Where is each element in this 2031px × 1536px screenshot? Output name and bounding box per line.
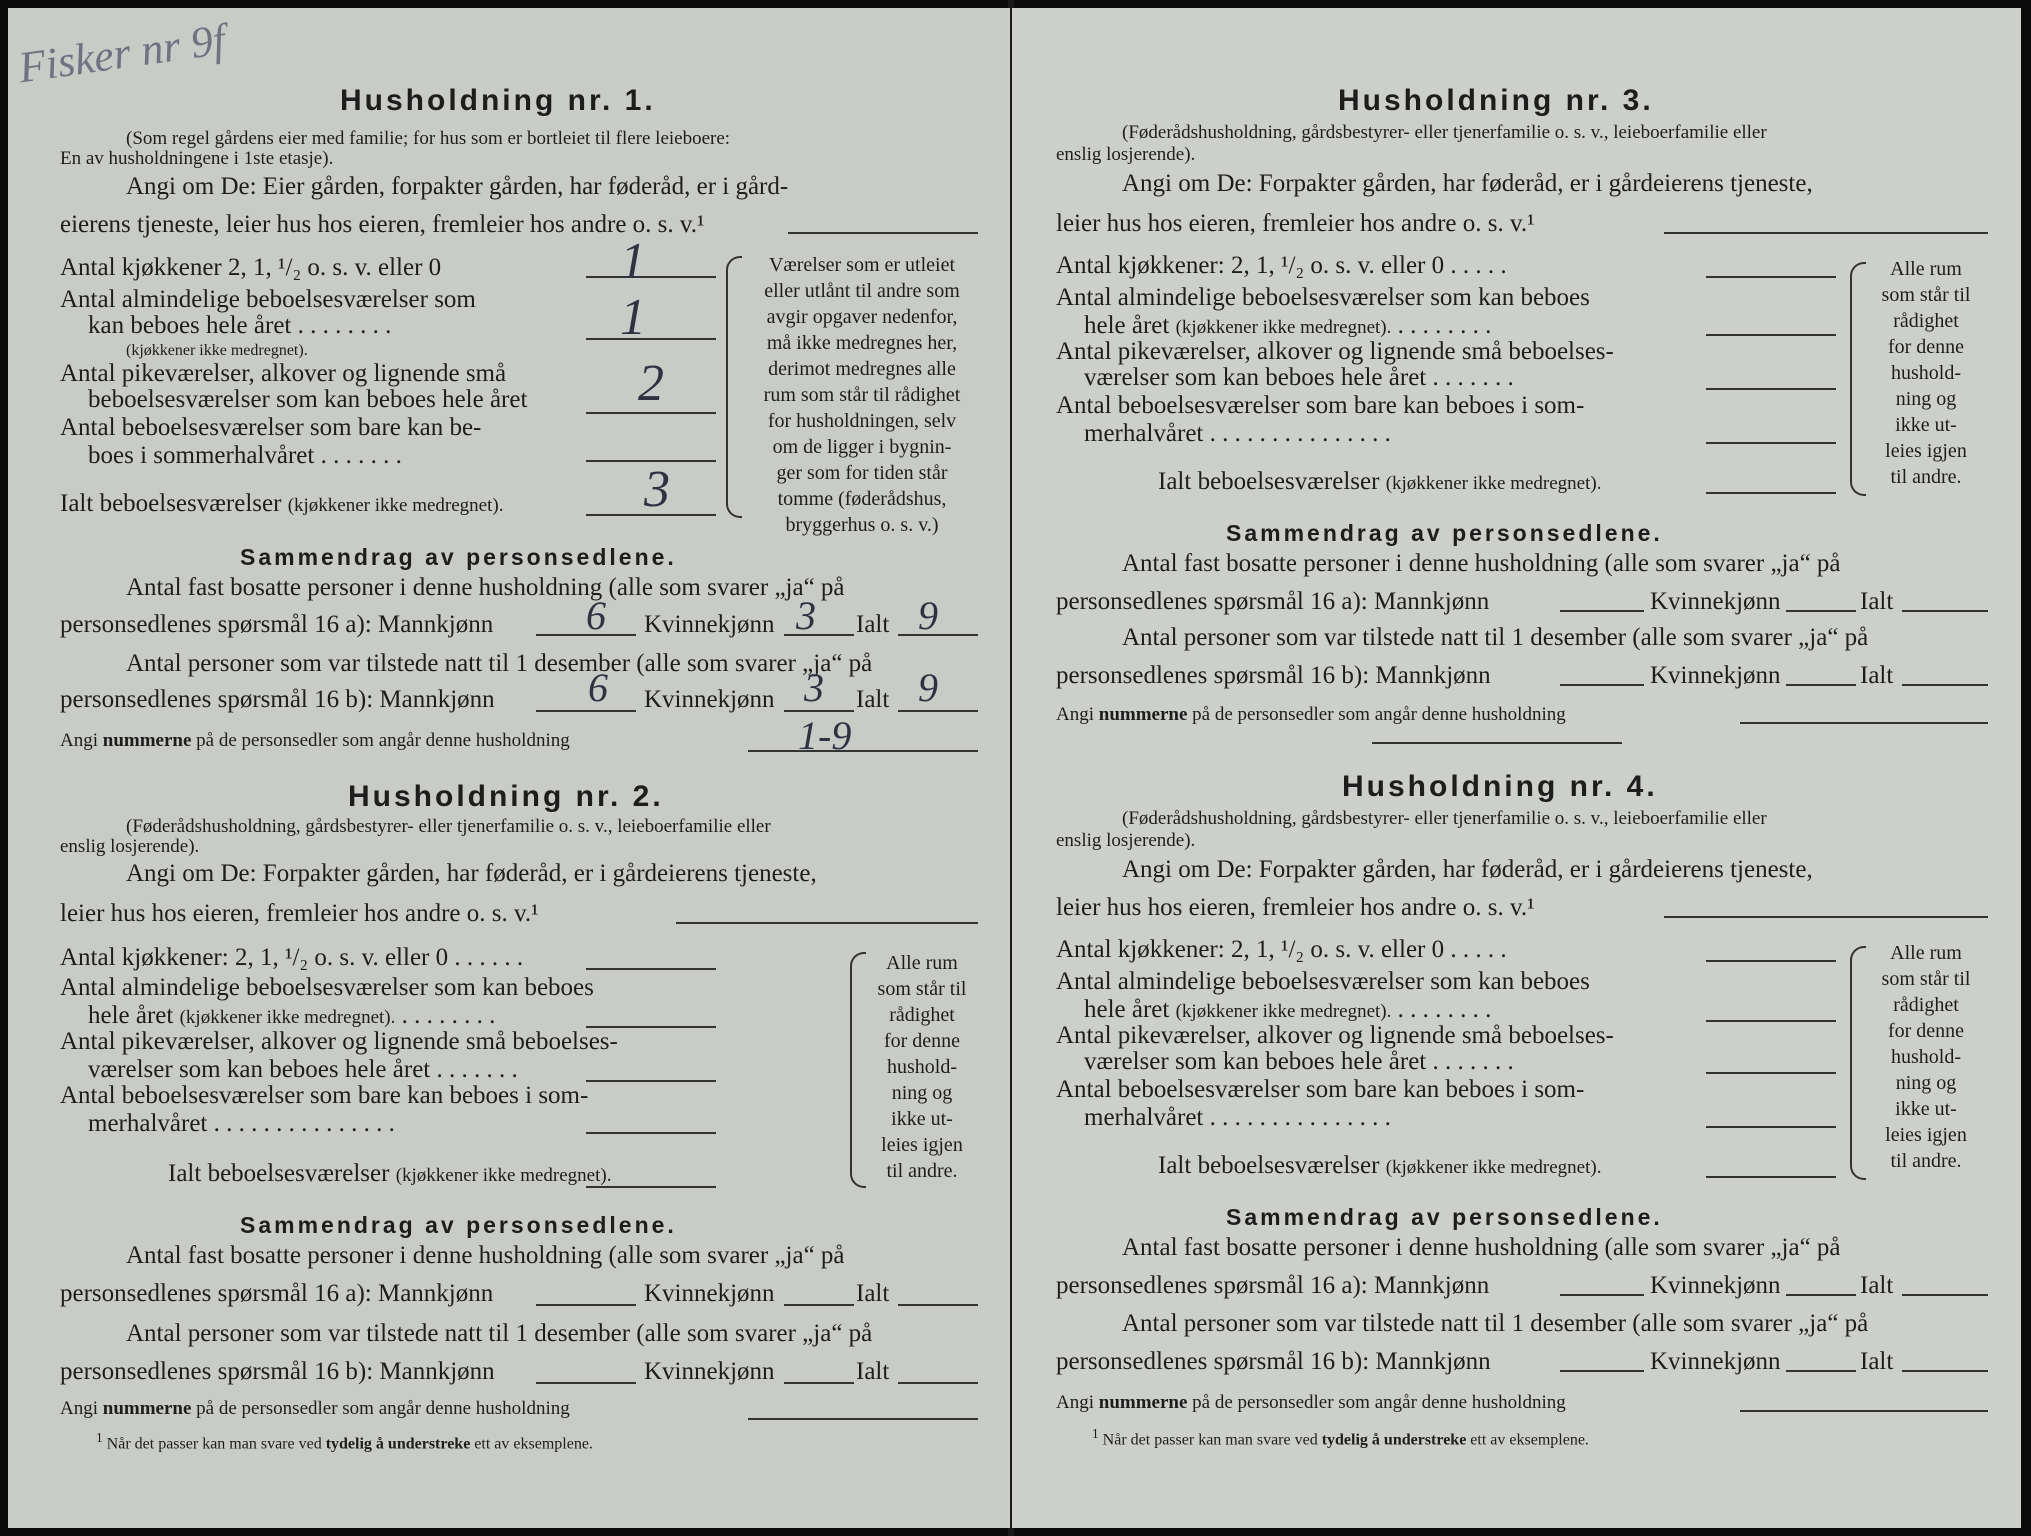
h3-perm-female-label: Kvinnekjønn bbox=[1650, 588, 1781, 615]
h2-perm-total-label: Ialt bbox=[856, 1280, 890, 1307]
h1-rooms-label-2: kan beboes hele året . . . . . . . . bbox=[88, 312, 392, 339]
h2-present-line2: personsedlenes spørsmål 16 b): Mannkjønn bbox=[60, 1358, 495, 1385]
h1-perm-female-label: Kvinnekjønn bbox=[644, 611, 775, 638]
h3-kitchens-label: Antal kjøkkener: 2, 1, ¹/₂ o. s. v. eller 0 . . . . . bbox=[1056, 252, 1507, 279]
h1-numbers-label: Angi nummerne på de personsedler som angår denne husholdning bbox=[60, 730, 570, 751]
h3-question-line1: Angi om De: Forpakter gården, har føderåd, er i gårdeierens tjeneste, bbox=[1122, 170, 1813, 197]
h3-present-line2: personsedlenes spørsmål 16 b): Mannkjønn bbox=[1056, 662, 1491, 689]
h2-intro-line2: enslig losjerende). bbox=[60, 836, 200, 857]
h3-intro-line2: enslig losjerende). bbox=[1056, 144, 1196, 165]
h2-rooms-label-2: hele året (kjøkkener ikke medregnet). . . . . . . . . bbox=[88, 1002, 496, 1029]
h4-rooms-label-2: hele året (kjøkkener ikke medregnet). . . . . . . . . bbox=[1084, 996, 1492, 1023]
right-page bbox=[1012, 8, 2021, 1528]
h3-perm-total-label: Ialt bbox=[1860, 588, 1894, 615]
h1-perm-total-label: Ialt bbox=[856, 611, 890, 638]
h4-bracket bbox=[1850, 946, 1866, 1180]
h2-side-note: Alle rum som står til rådighet for denne hushold- ning og ikke ut- leies igjen til andre. bbox=[877, 952, 967, 1182]
h2-bracket bbox=[850, 952, 866, 1188]
h3-summary-title: Sammendrag av personsedlene. bbox=[1226, 520, 1663, 546]
h1-perm-male: 6 bbox=[586, 593, 606, 638]
h1-perm-total: 9 bbox=[918, 593, 938, 638]
h4-question-line1: Angi om De: Forpakter gården, har føderåd, er i gårdeierens tjeneste, bbox=[1122, 856, 1813, 883]
h3-intro-line1: (Føderådshusholdning, gårdsbestyrer- eller tjenerfamilie o. s. v., leieboerfamilie eller bbox=[1122, 122, 1767, 143]
h1-small-rooms-label-1: Antal pikeværelser, alkover og lignende små bbox=[60, 360, 507, 387]
h4-present-line2: personsedlenes spørsmål 16 b): Mannkjønn bbox=[1056, 1348, 1491, 1375]
h1-present-line2: personsedlenes spørsmål 16 b): Mannkjønn bbox=[60, 686, 495, 713]
h1-summary-title: Sammendrag av personsedlene. bbox=[240, 544, 677, 570]
h3-perm-line2: personsedlenes spørsmål 16 a): Mannkjønn bbox=[1056, 588, 1490, 615]
h4-side-note: Alle rum som står til rådighet for denne hushold- ning og ikke ut- leies igjen til andre. bbox=[1881, 942, 1971, 1172]
h4-perm-line1: Antal fast bosatte personer i denne husholdning (alle som svarer „ja“ på bbox=[1122, 1234, 1841, 1261]
h2-intro-line1: (Føderådshusholdning, gårdsbestyrer- eller tjenerfamilie o. s. v., leieboerfamilie eller bbox=[126, 816, 771, 837]
right-footnote: $^1$ Når det passer kan man svare ved tydelig å understreke ett av eksemplene. bbox=[1092, 1426, 1589, 1449]
h4-intro-line1: (Føderådshusholdning, gårdsbestyrer- eller tjenerfamilie o. s. v., leieboerfamilie eller bbox=[1122, 808, 1767, 829]
h2-present-female-label: Kvinnekjønn bbox=[644, 1358, 775, 1385]
h4-summary-title: Sammendrag av personsedlene. bbox=[1226, 1204, 1663, 1230]
household-2-title: Husholdning nr. 2. bbox=[348, 780, 664, 813]
handwritten-corner-note: Fisker nr 9f bbox=[15, 14, 229, 93]
h1-kitchens-value: 1 bbox=[620, 233, 646, 290]
h4-total-label: Ialt beboelsesværelser (kjøkkener ikke medregnet). bbox=[1158, 1152, 1602, 1179]
h1-intro-line1: (Som regel gårdens eier med familie; for hus som er bortleiet til flere leieboere: bbox=[126, 128, 731, 149]
h2-rooms-label-1: Antal almindelige beboelsesværelser som kan beboes bbox=[60, 974, 594, 1001]
h4-kitchens-label: Antal kjøkkener: 2, 1, ¹/₂ o. s. v. eller 0 . . . . . bbox=[1056, 936, 1507, 963]
h1-perm-line2: personsedlenes spørsmål 16 a): Mannkjønn bbox=[60, 611, 494, 638]
h1-present-female-label: Kvinnekjønn bbox=[644, 686, 775, 713]
h3-present-line1: Antal personer som var tilstede natt til 1 desember (alle som svarer „ja“ på bbox=[1122, 624, 1869, 651]
h1-present-female: 3 bbox=[804, 665, 824, 710]
h1-question-line2: eierens tjeneste, leier hus hos eieren, fremleier hos andre o. s. v.¹ bbox=[60, 211, 705, 238]
h3-numbers-label: Angi nummerne på de personsedler som angår denne husholdning bbox=[1056, 704, 1566, 725]
h4-present-female-label: Kvinnekjønn bbox=[1650, 1348, 1781, 1375]
h1-question-line1: Angi om De: Eier gården, forpakter gården, har føderåd, er i gård- bbox=[126, 173, 789, 200]
h1-rooms-label-3: (kjøkkener ikke medregnet). bbox=[126, 342, 308, 359]
h1-small-rooms-label-2: beboelsesværelser som kan beboes hele året bbox=[88, 386, 528, 413]
h2-summer-rooms-label-1: Antal beboelsesværelser som bare kan beboes i som- bbox=[60, 1082, 589, 1109]
h3-rooms-label-2: hele året (kjøkkener ikke medregnet). . . . . . . . . bbox=[1084, 312, 1492, 339]
h2-small-rooms-label-2: værelser som kan beboes hele året . . . . . . . bbox=[88, 1056, 518, 1083]
h1-summer-rooms-label-2: boes i sommerhalvåret . . . . . . . bbox=[88, 442, 402, 469]
h4-question-line2: leier hus hos eieren, fremleier hos andre o. s. v.¹ bbox=[1056, 894, 1535, 921]
h2-perm-female-label: Kvinnekjønn bbox=[644, 1280, 775, 1307]
h2-present-line1: Antal personer som var tilstede natt til 1 desember (alle som svarer „ja“ på bbox=[126, 1320, 873, 1347]
household-4-title: Husholdning nr. 4. bbox=[1342, 770, 1658, 803]
h4-perm-line2: personsedlenes spørsmål 16 a): Mannkjønn bbox=[1056, 1272, 1490, 1299]
h4-present-line1: Antal personer som var tilstede natt til 1 desember (alle som svarer „ja“ på bbox=[1122, 1310, 1869, 1337]
h3-total-label: Ialt beboelsesværelser (kjøkkener ikke medregnet). bbox=[1158, 468, 1602, 495]
h4-present-total-label: Ialt bbox=[1860, 1348, 1894, 1375]
h3-side-note: Alle rum som står til rådighet for denne hushold- ning og ikke ut- leies igjen til andre. bbox=[1881, 258, 1971, 488]
h1-present-total: 9 bbox=[918, 665, 938, 710]
h3-small-rooms-label-1: Antal pikeværelser, alkover og lignende små beboelses- bbox=[1056, 338, 1614, 365]
h2-question-line1: Angi om De: Forpakter gården, har føderåd, er i gårdeierens tjeneste, bbox=[126, 860, 817, 887]
h3-perm-line1: Antal fast bosatte personer i denne husholdning (alle som svarer „ja“ på bbox=[1122, 550, 1841, 577]
h3-summer-rooms-label-2: merhalvåret . . . . . . . . . . . . . . . bbox=[1084, 420, 1391, 447]
h2-summer-rooms-label-2: merhalvåret . . . . . . . . . . . . . . . bbox=[88, 1110, 395, 1137]
h1-numbers-value: 1-9 bbox=[798, 713, 852, 758]
h1-total-label: Ialt beboelsesværelser (kjøkkener ikke medregnet). bbox=[60, 490, 504, 517]
h1-small-rooms-value: 2 bbox=[638, 355, 664, 412]
h2-kitchens-label: Antal kjøkkener: 2, 1, ¹/₂ o. s. v. eller 0 . . . . . . bbox=[60, 944, 524, 971]
h2-perm-line1: Antal fast bosatte personer i denne husholdning (alle som svarer „ja“ på bbox=[126, 1242, 845, 1269]
h4-intro-line2: enslig losjerende). bbox=[1056, 830, 1196, 851]
h1-present-total-label: Ialt bbox=[856, 686, 890, 713]
h4-perm-total-label: Ialt bbox=[1860, 1272, 1894, 1299]
household-1-title: Husholdning nr. 1. bbox=[340, 84, 656, 117]
h1-rooms-label-1: Antal almindelige beboelsesværelser som bbox=[60, 286, 476, 313]
h4-small-rooms-label-1: Antal pikeværelser, alkover og lignende små beboelses- bbox=[1056, 1022, 1614, 1049]
left-page bbox=[8, 8, 1010, 1528]
h2-small-rooms-label-1: Antal pikeværelser, alkover og lignende små beboelses- bbox=[60, 1028, 618, 1055]
h4-perm-female-label: Kvinnekjønn bbox=[1650, 1272, 1781, 1299]
h1-rooms-value: 1 bbox=[620, 289, 646, 346]
h1-bracket bbox=[726, 256, 742, 518]
left-footnote: $^1$ Når det passer kan man svare ved tydelig å understreke ett av eksemplene. bbox=[96, 1430, 593, 1453]
h1-present-line1: Antal personer som var tilstede natt til 1 desember (alle som svarer „ja“ på bbox=[126, 650, 873, 677]
h2-numbers-label: Angi nummerne på de personsedler som angår denne husholdning bbox=[60, 1398, 570, 1419]
h4-small-rooms-label-2: værelser som kan beboes hele året . . . . . . . bbox=[1084, 1048, 1514, 1075]
household-3-title: Husholdning nr. 3. bbox=[1338, 84, 1654, 117]
h1-perm-female: 3 bbox=[796, 593, 816, 638]
h1-side-note: Værelser som er utleiet eller utlånt til andre som avgir opgaver nedenfor, må ikke medregnes her, derimot medregnes alle rum som står til rådighet for husholdningen, selv om de ligger i bygnin- ger som for tiden står tomme (føderådshus, bryggerhus o. s. v.) bbox=[763, 254, 961, 536]
h2-present-total-label: Ialt bbox=[856, 1358, 890, 1385]
h1-kitchens-label: Antal kjøkkener 2, 1, ¹/₂ o. s. v. eller 0 bbox=[60, 254, 442, 281]
h4-summer-rooms-label-2: merhalvåret . . . . . . . . . . . . . . . bbox=[1084, 1104, 1391, 1131]
h3-summer-rooms-label-1: Antal beboelsesværelser som bare kan beboes i som- bbox=[1056, 392, 1585, 419]
h2-question-line2: leier hus hos eieren, fremleier hos andre o. s. v.¹ bbox=[60, 900, 539, 927]
h3-small-rooms-label-2: værelser som kan beboes hele året . . . . . . . bbox=[1084, 364, 1514, 391]
h1-perm-line1: Antal fast bosatte personer i denne husholdning (alle som svarer „ja“ på bbox=[126, 574, 845, 601]
h2-total-label: Ialt beboelsesværelser (kjøkkener ikke medregnet). bbox=[168, 1160, 612, 1187]
h3-present-female-label: Kvinnekjønn bbox=[1650, 662, 1781, 689]
h3-present-total-label: Ialt bbox=[1860, 662, 1894, 689]
h2-summary-title: Sammendrag av personsedlene. bbox=[240, 1212, 677, 1238]
h1-intro-line2: En av husholdningene i 1ste etasje). bbox=[60, 148, 334, 169]
h2-perm-line2: personsedlenes spørsmål 16 a): Mannkjønn bbox=[60, 1280, 494, 1307]
h4-numbers-label: Angi nummerne på de personsedler som angår denne husholdning bbox=[1056, 1392, 1566, 1413]
h4-summer-rooms-label-1: Antal beboelsesværelser som bare kan beboes i som- bbox=[1056, 1076, 1585, 1103]
h1-present-male: 6 bbox=[588, 665, 608, 710]
h1-summer-rooms-label-1: Antal beboelsesværelser som bare kan be- bbox=[60, 414, 482, 441]
h3-bracket bbox=[1850, 262, 1866, 496]
h4-rooms-label-1: Antal almindelige beboelsesværelser som kan beboes bbox=[1056, 968, 1590, 995]
h3-rooms-label-1: Antal almindelige beboelsesværelser som kan beboes bbox=[1056, 284, 1590, 311]
h3-question-line2: leier hus hos eieren, fremleier hos andre o. s. v.¹ bbox=[1056, 210, 1535, 237]
h1-total-value: 3 bbox=[644, 461, 670, 518]
